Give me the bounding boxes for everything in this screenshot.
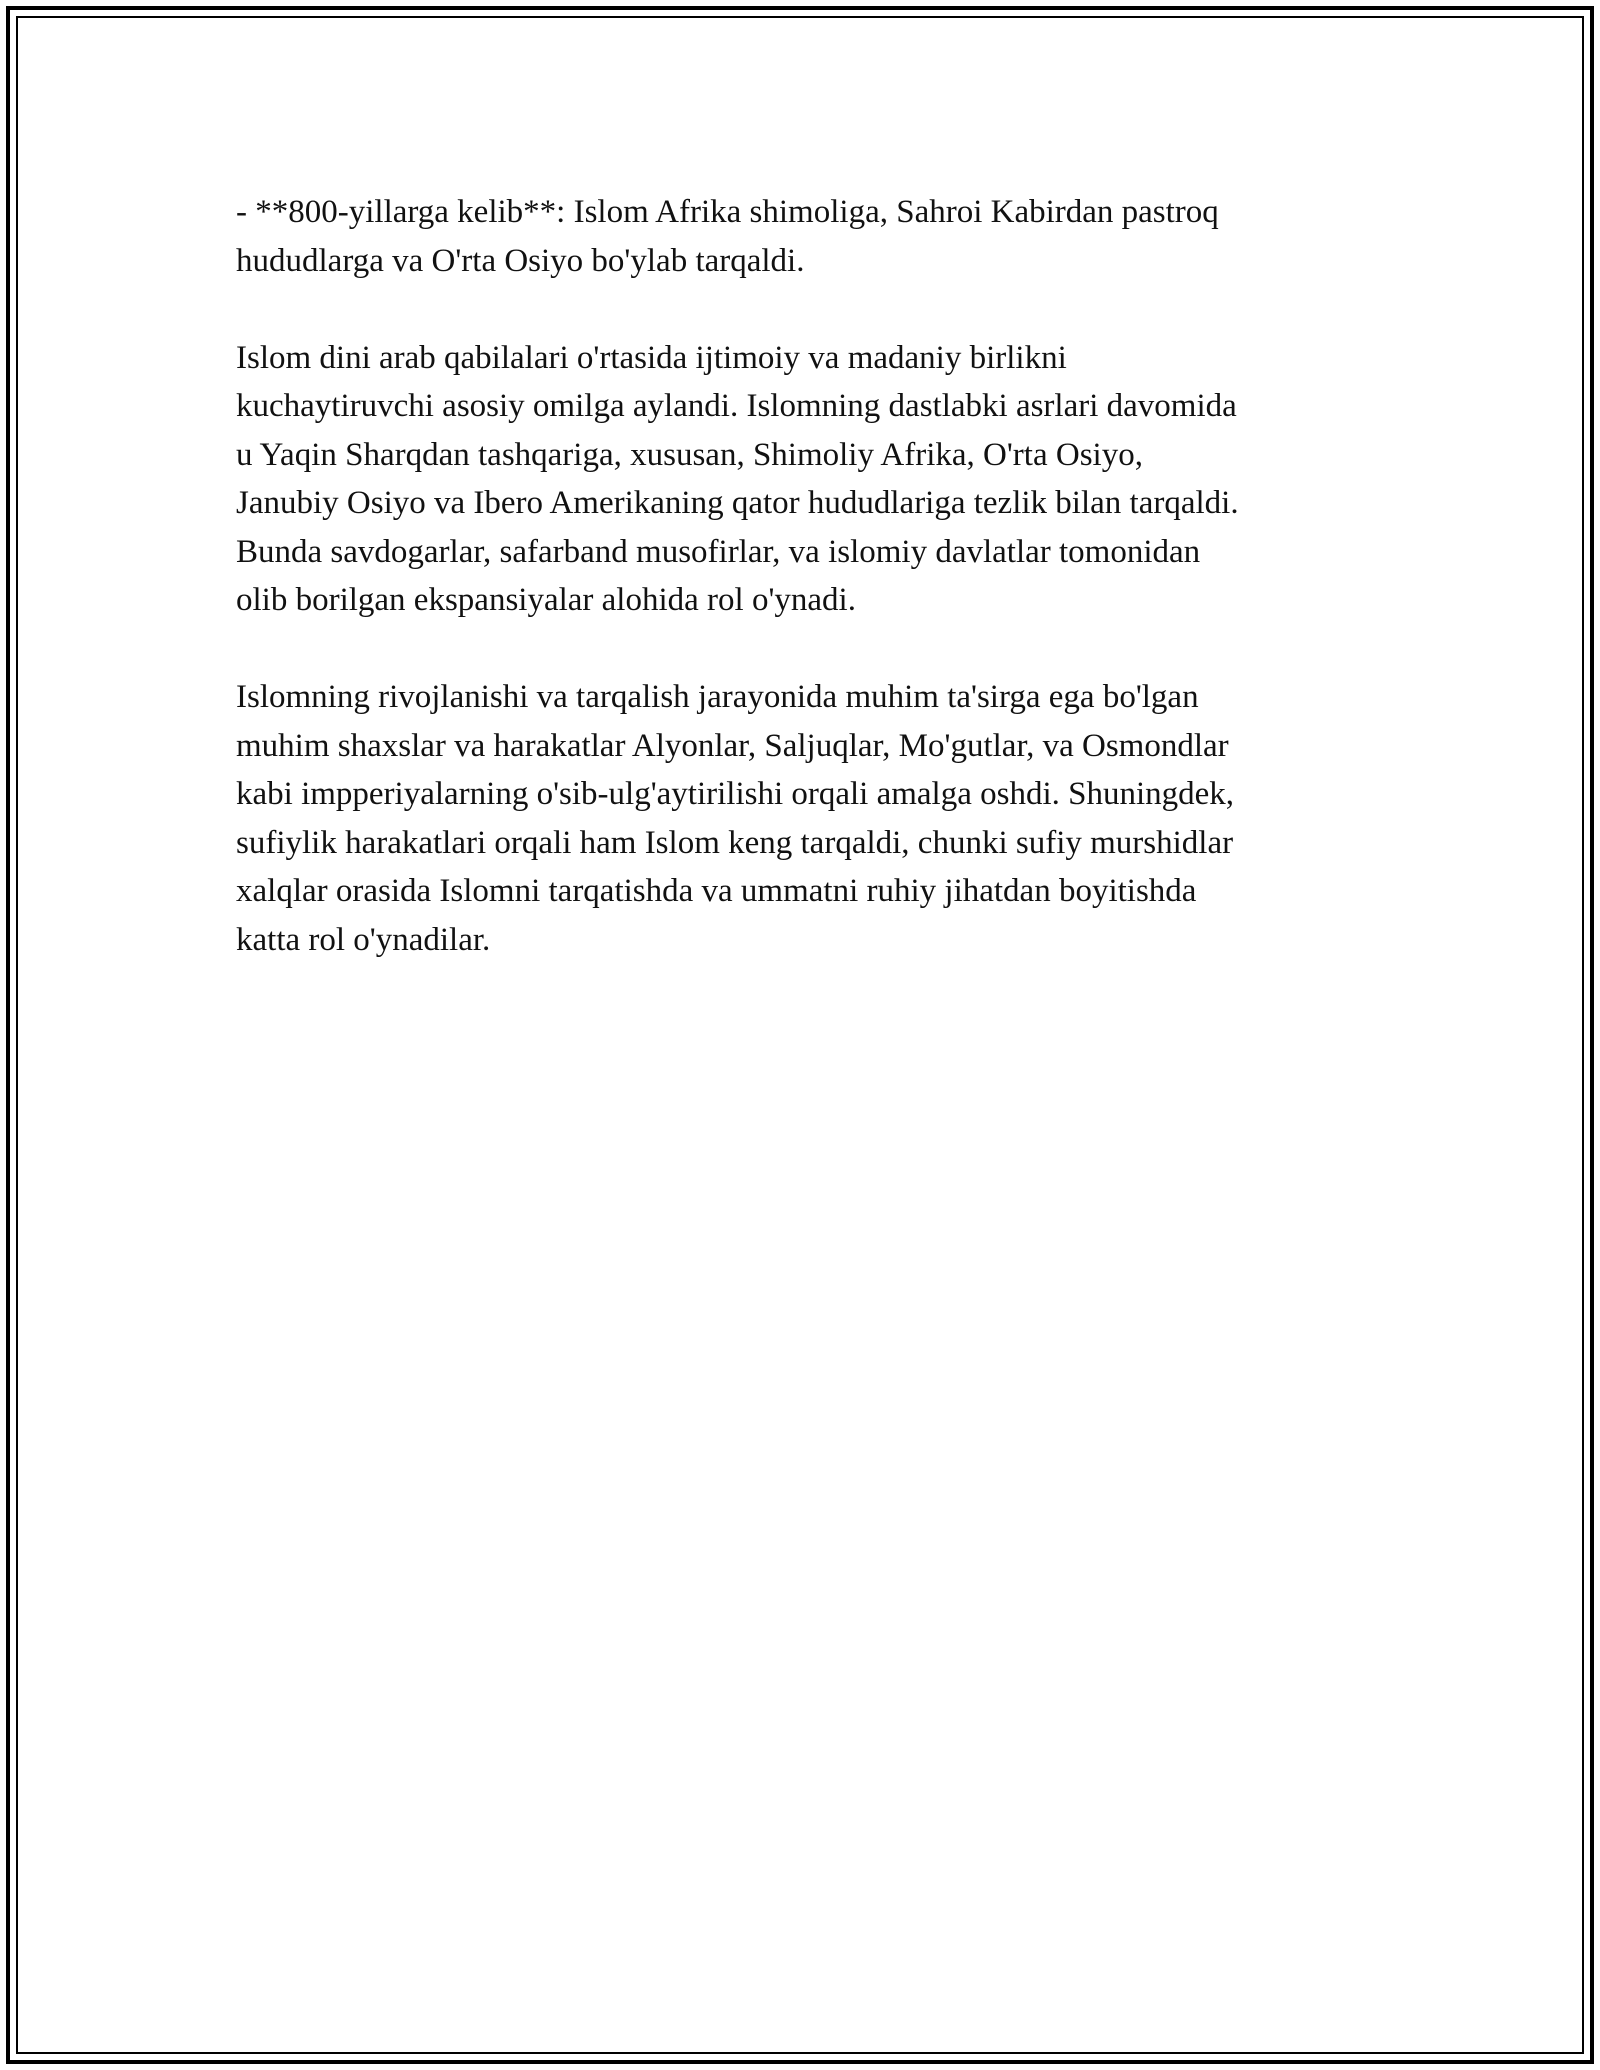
paragraph-early-centuries: Islom dini arab qabilalari o'rtasida ijtimoiy va madaniy birlikni kuchaytiruvchi asosiy omilga aylandi. Islomning dastlabki asrlari davomida u Yaqin Sharqdan tashqariga, xususan, Shimoliy Afrika, O'rta Osiyo, Janubiy Osiyo va Ibero Amerikaning qator hududlariga tezlik bilan tarqaldi. Bunda savdogarlar, safarband musofirlar, va islomiy davlatlar tomonidan olib borilgan ekspansiyalar alohida rol o'ynadi. xyxy=(236,339,1239,618)
paragraph-empires-sufism: Islomning rivojlanishi va tarqalish jarayonida muhim ta'sirga ega bo'lgan muhim shaxslar va harakatlar Alyonlar, Saljuqlar, Mo'gutlar, va Osmondlar kabi impperiyalarning o'sib-ulg'aytirilishi orqali amalga oshdi. Shuningdek, sufiylik harakatlari orqali ham Islom keng tarqaldi, chunki sufiy murshidlar xalqlar orasida Islomni tarqatishda va ummatni ruhiy jihatdan boyitishda katta rol o'ynadilar. xyxy=(236,679,1235,958)
document-body xyxy=(236,188,1366,1013)
paragraph-spread-800s: - **800-yillarga kelib**: Islom Afrika shimoliga, Sahroi Kabirdan pastroq hududlarga va O'rta Osiyo bo'ylab tarqaldi. xyxy=(236,194,1219,279)
